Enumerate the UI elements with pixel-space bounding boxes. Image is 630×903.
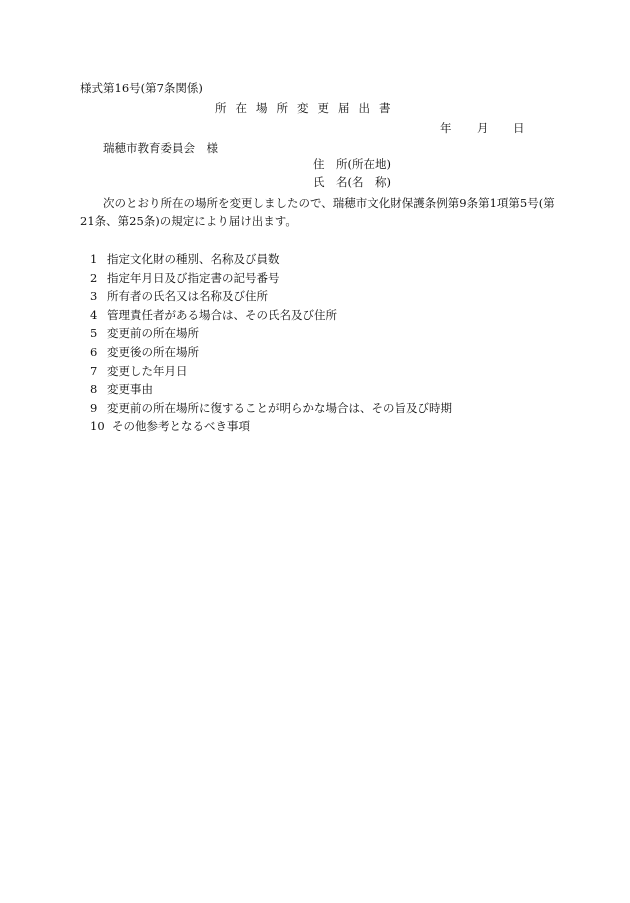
item-text: 変更前の所在場所: [107, 326, 199, 341]
item-number: 8: [90, 382, 98, 397]
item-text: その他参考となるべき事項: [112, 419, 250, 434]
list-item: [90, 417, 452, 436]
item-number: 2: [90, 270, 98, 285]
item-text: 指定文化財の種別、名称及び員数: [107, 252, 280, 266]
item-text: 指定年月日及び指定書の記号番号: [107, 270, 280, 285]
list-item: [90, 269, 452, 288]
document-title: 所在場所変更届出書: [215, 101, 400, 115]
item-number: 3: [90, 289, 98, 304]
item-text: 変更前の所在場所に復することが明らかな場合は、その旨及び時期: [107, 400, 452, 415]
date-year-label: 年: [440, 121, 452, 135]
list-item: [90, 362, 452, 381]
item-number: 6: [90, 344, 98, 359]
item-number: 4: [90, 307, 98, 322]
item-number: 1: [90, 252, 98, 266]
item-text: 変更事由: [107, 382, 153, 397]
list-item: [90, 343, 452, 362]
item-text: 変更後の所在場所: [107, 344, 199, 359]
item-number: 9: [90, 400, 98, 415]
item-list: [90, 250, 452, 436]
item-number: 7: [90, 363, 98, 378]
body-text: 次のとおり所在の場所を変更しましたので、瑞穂市文化財保護条例第9条第1項第5号(第21条、第25条)の規定により届け出ます。: [80, 196, 555, 228]
list-item: [90, 287, 452, 306]
list-item: [90, 250, 452, 269]
item-number: 5: [90, 326, 98, 341]
list-item: [90, 380, 452, 399]
item-text: 管理責任者がある場合は、その氏名及び住所: [107, 307, 337, 322]
item-number: 10: [90, 419, 105, 434]
date-month-label: 月: [477, 121, 489, 135]
applicant-address-label: 住 所(所在地): [313, 157, 391, 171]
addressee: 瑞穂市教育委員会 様: [103, 141, 218, 155]
list-item: [90, 306, 452, 325]
list-item: [90, 399, 452, 418]
applicant-name-label: 氏 名(名 称): [313, 175, 391, 189]
item-text: 所有者の氏名又は名称及び住所: [107, 289, 268, 304]
form-number: 様式第16号(第7条関係): [80, 81, 203, 95]
list-item: [90, 324, 452, 343]
date-day-label: 日: [513, 121, 525, 135]
item-text: 変更した年月日: [107, 363, 188, 378]
